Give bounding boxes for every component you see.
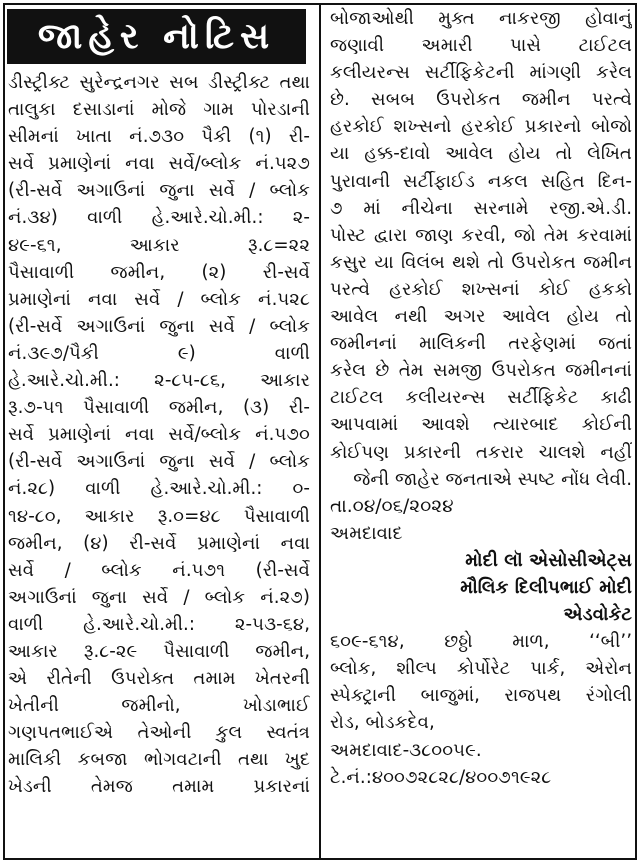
body-line: રૂ.૭-૫૧ પૈસાવાળી જમીન, (૩) રી-	[8, 397, 310, 419]
body-line: નં.૩૯૭/પૈકી ૯) વાળી	[8, 342, 310, 364]
address-line: ૬૦૯-૬૧૪, છઠ્ઠો માળ, ‘‘બી’’	[330, 631, 632, 653]
body-line: ખેતીની જમીનો, ખોડાભાઈ	[8, 695, 310, 717]
body-line: સર્વે પ્રમાણેનાં નવા સર્વે/બ્લોક નં.૫૭૦	[8, 424, 310, 446]
address-line: બ્લોક, શીલ્પ કોર્પોરેટ પાર્ક, એરોન	[330, 658, 632, 680]
body-line: કોઈપણ પ્રકારની તકરાર ચાલશે નહીં	[330, 441, 632, 463]
body-line: નં.૨૮) વાળી હે.આરે.ચો.મી.: ૦-	[8, 478, 310, 500]
address-line: રોડ, બોડકદેવ,	[330, 712, 435, 734]
body-line: એ રીતેની ઉપરોક્ત તમામ ખેતરની	[8, 668, 310, 690]
body-line: સર્વે પ્રમાણેનાં નવા સર્વે/બ્લોક નં.૫૨૭	[8, 153, 310, 175]
body-line: આપવામાં આવશે ત્યારબાદ કોઈની	[330, 414, 632, 436]
body-line: કરેલ છે તેમ સમજી ઉપરોકત જમીનનાં	[330, 360, 632, 382]
body-line: પુરાવાની સર્ટીફાઈડ નકલ સહિત દિન-	[330, 170, 632, 192]
body-line: જણાવી અમારી પાસે ટાઈટલ	[330, 35, 632, 57]
notice-body-left	[8, 69, 310, 801]
body-line: ૧૪-૮૦, આકાર રૂ.૦=૪૮ પૈસાવાળી	[8, 505, 310, 527]
body-line: પરત્વે હરકોઈ શખ્સનાં કોઈ હકકો	[330, 278, 632, 300]
body-line: ખેડની તેમજ તમામ પ્રકારનાં	[8, 776, 310, 798]
body-line: (રી-સર્વે અગાઉનાં જુના સર્વે / બ્લોક	[8, 180, 310, 202]
body-line: કલીયરન્સ સર્ટીફિકેટની માંગણી કરેલ	[330, 62, 632, 84]
body-line: આવેલ નથી અગર આવેલ હોય તો	[330, 306, 632, 328]
notice-date: તા.૦૪/૦૬/૨૦૨૪	[330, 495, 454, 517]
notice-place: અમદાવાદ	[330, 522, 403, 544]
body-line: પ્રમાણેનાં નવા સર્વે / બ્લોક નં.૫૨૮	[8, 288, 310, 310]
body-line: (રી-સર્વે અગાઉનાં જુના સર્વે / બ્લોક	[8, 315, 310, 337]
address-line: અમદાવાદ-૩૮૦૦૫૯.	[330, 739, 482, 761]
body-line: સીમનાં ખાતા નં.૭૩૦ પૈકી (૧) રી-	[8, 126, 310, 148]
body-line: નં.૩૪) વાળી હે.આરે.ચો.મી.: ૨-	[8, 207, 310, 229]
body-line: પોસ્ટ દ્વારા જાણ કરવી, જો તેમ કરવામાં	[330, 224, 632, 246]
notice-title: જાહેર નોટિસ	[7, 9, 306, 64]
body-line: અગાઉનાં જુના સર્વે / બ્લોક નં.૨૭)	[8, 586, 310, 608]
body-line: યા હક્ક-દાવો આવેલ હોય તો લેખિત	[330, 143, 632, 165]
body-line: છે. સબબ ઉપરોકત જમીન પરત્વે	[330, 89, 632, 111]
notice-body-right	[330, 5, 632, 791]
body-line: પૈસાવાળી જમીન, (૨) રી-સર્વે	[8, 261, 310, 283]
advocate-name: મૌલિક દિલીપભાઈ મોદી	[460, 576, 632, 598]
address-line: સ્પેક્ટ્રાની બાજુમાં, રાજપથ રંગોલી	[330, 685, 632, 707]
body-line: ડીસ્ટ્રીક્ટ સુરેન્દ્રનગર સબ ડીસ્ટ્રીક્ટ તથા	[8, 72, 310, 93]
body-line: જમીનનાં માલિકની તરફેણમાં જતાં	[330, 333, 632, 355]
body-line: બોજાઓથી મુક્ત નાકરજી હોવાનું	[330, 8, 632, 29]
body-line: જેની જાહેર જનતાએ સ્પષ્ટ નોંધ લેવી.	[353, 468, 632, 490]
body-line: જમીન, (૪) રી-સર્વે પ્રમાણેનાં નવા	[8, 532, 310, 554]
body-line: આકાર રૂ.૮-૨૯ પૈસાવાળી જમીન,	[8, 640, 310, 662]
body-line: ૭ માં નીચેના સરનામે રજી.એ.ડી.	[330, 197, 632, 219]
column-divider	[319, 3, 321, 860]
body-line: (રી-સર્વે અગાઉનાં જુના સર્વે / બ્લોક	[8, 451, 310, 473]
body-line: માલિકી કબજા ભોગવટાની તથા ખુદ	[8, 749, 310, 771]
firm-name: મોદી લૉ એસોસીએટ્સ	[465, 549, 632, 571]
advocate-title: એડવોકેટ	[563, 604, 632, 626]
body-line: ગણપતભાઈએ તેઓની કુલ સ્વતંત્ર	[8, 722, 310, 744]
phone-numbers: ટે.નં.:૪૦૦૭૨૮૨૮/૪૦૦૭૧૯૨૮	[330, 766, 552, 788]
body-line: હે.આરે.ચો.મી.: ૨-૮૫-૮૬, આકાર	[8, 370, 310, 392]
body-line: તાલુકા દસાડાનાં મોજે ગામ પોરડાની	[8, 99, 310, 121]
body-line: ટાઈટલ કલીયરન્સ સર્ટીફિકેટ કાઢી	[330, 387, 632, 409]
body-line: સર્વે / બ્લોક નં.૫૭૧ (રી-સર્વે	[8, 559, 310, 581]
body-line: વાળી હે.આરે.ચો.મી.: ૨-૫૩-૬૪,	[8, 613, 310, 635]
body-line: ૪૯-૬૧, આકાર રૂ.૮=૨૨	[8, 234, 310, 256]
body-line: કસુર યા વિલંબ થશે તો ઉપરોકત જમીન	[330, 251, 632, 273]
body-line: હરકોઈ શખ્સનો હરકોઈ પ્રકારનો બોજો	[330, 116, 632, 138]
